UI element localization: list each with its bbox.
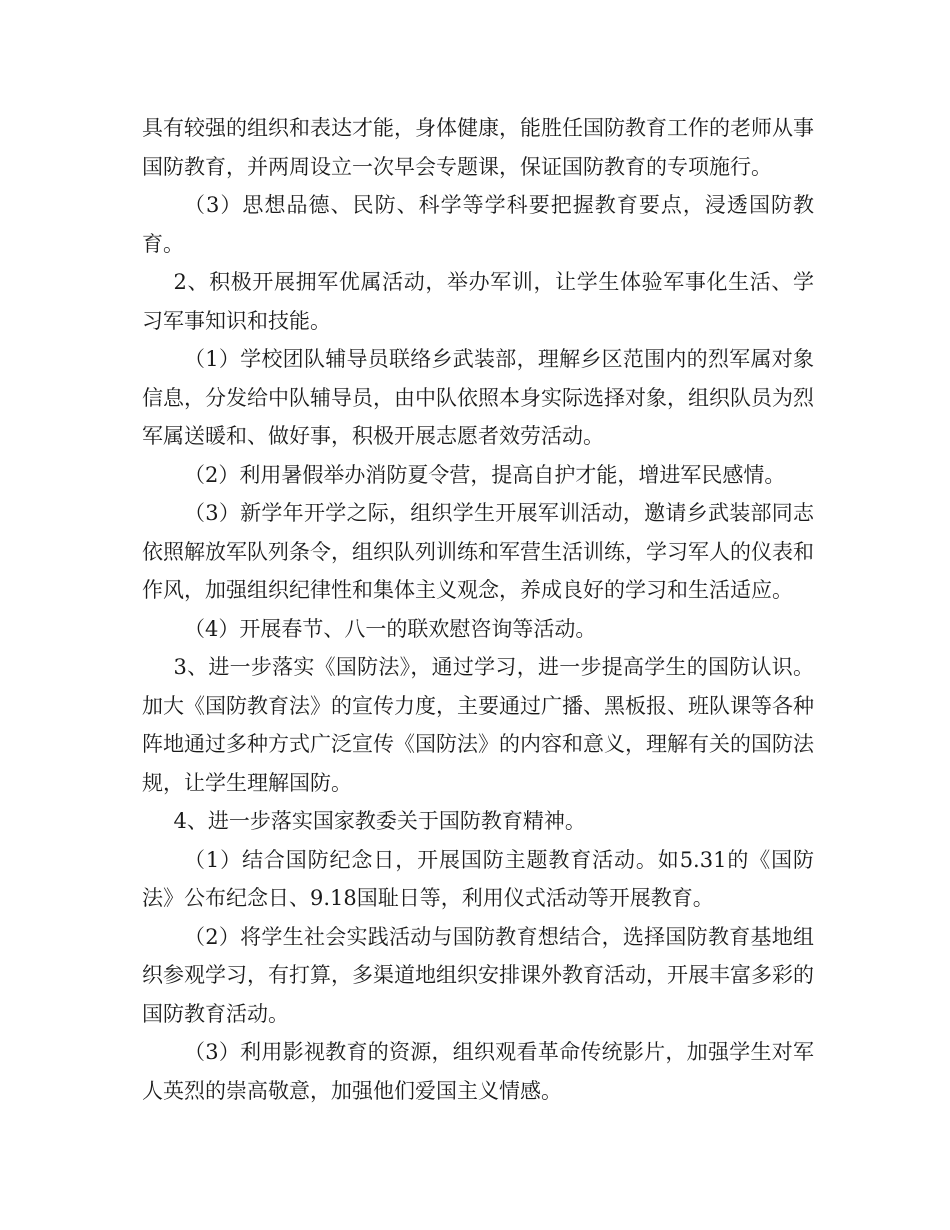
paragraph-section-3-defense-law: 3、进一步落实《国防法》，通过学习，进一步提高学生的国防认识。加大《国防教育法》的宣传力度，主要通过广播、黑板报、班队课等各种阵地通过多种方式广泛宣传《国防法》的内容和意义，理解有关的国防法规，让学生理解国防。 — [142, 655, 814, 795]
paragraph-item-3-moral-education: （3）思想品德、民防、科学等学科要把握教育要点，浸透国防教育。 — [142, 193, 814, 256]
paragraph-section-4-education-spirit: 4、进一步落实国家教委关于国防教育精神。 — [173, 809, 586, 833]
paragraph-item-2-social-practice: （2）将学生社会实践活动与国防教育想结合，选择国防教育基地组织参观学习，有打算，多渠道地组织安排课外教育活动，开展丰富多彩的国防教育活动。 — [142, 924, 814, 1026]
paragraph-continuation: 具有较强的组织和表达才能，身体健康，能胜任国防教育工作的老师从事国防教育，并两周设立一次早会专题课，保证国防教育的专项施行。 — [142, 116, 814, 179]
document-body — [142, 109, 814, 1110]
paragraph-item-1-memorial-days: （1）结合国防纪念日，开展国防主题教育活动。如5.31的《国防法》公布纪念日、9.18国耻日等，利用仪式活动等开展教育。 — [142, 847, 814, 910]
paragraph-item-3-military-training: （3）新学年开学之际，组织学生开展军训活动，邀请乡武装部同志依照解放军队列条令，组织队列训练和军营生活训练，学习军人的仪表和作风，加强组织纪律性和集体主义观念，养成良好的学习和生活适应。 — [142, 501, 814, 602]
paragraph-item-1-military-families: （1）学校团队辅导员联络乡武装部，理解乡区范围内的烈军属对象信息，分发给中队辅导员，由中队依照本身实际选择对象，组织队员为烈军属送暖和、做好事，积极开展志愿者效劳活动。 — [142, 347, 814, 448]
paragraph-section-2-military-support: 2、积极开展拥军优属活动，举办军训，让学生体验军事化生活、学习军事知识和技能。 — [142, 270, 814, 333]
paragraph-item-2-summer-camp: （2）利用暑假举办消防夏令营，提高自护才能，增进军民感情。 — [184, 462, 786, 487]
paragraph-item-4-festival-activities: （4）开展春节、八一的联欢慰咨询等活动。 — [184, 616, 597, 641]
paragraph-item-3-film-education: （3）利用影视教育的资源，组织观看革命传统影片，加强学生对军人英烈的崇高敬意，加强他们爱国主义情感。 — [142, 1040, 814, 1103]
